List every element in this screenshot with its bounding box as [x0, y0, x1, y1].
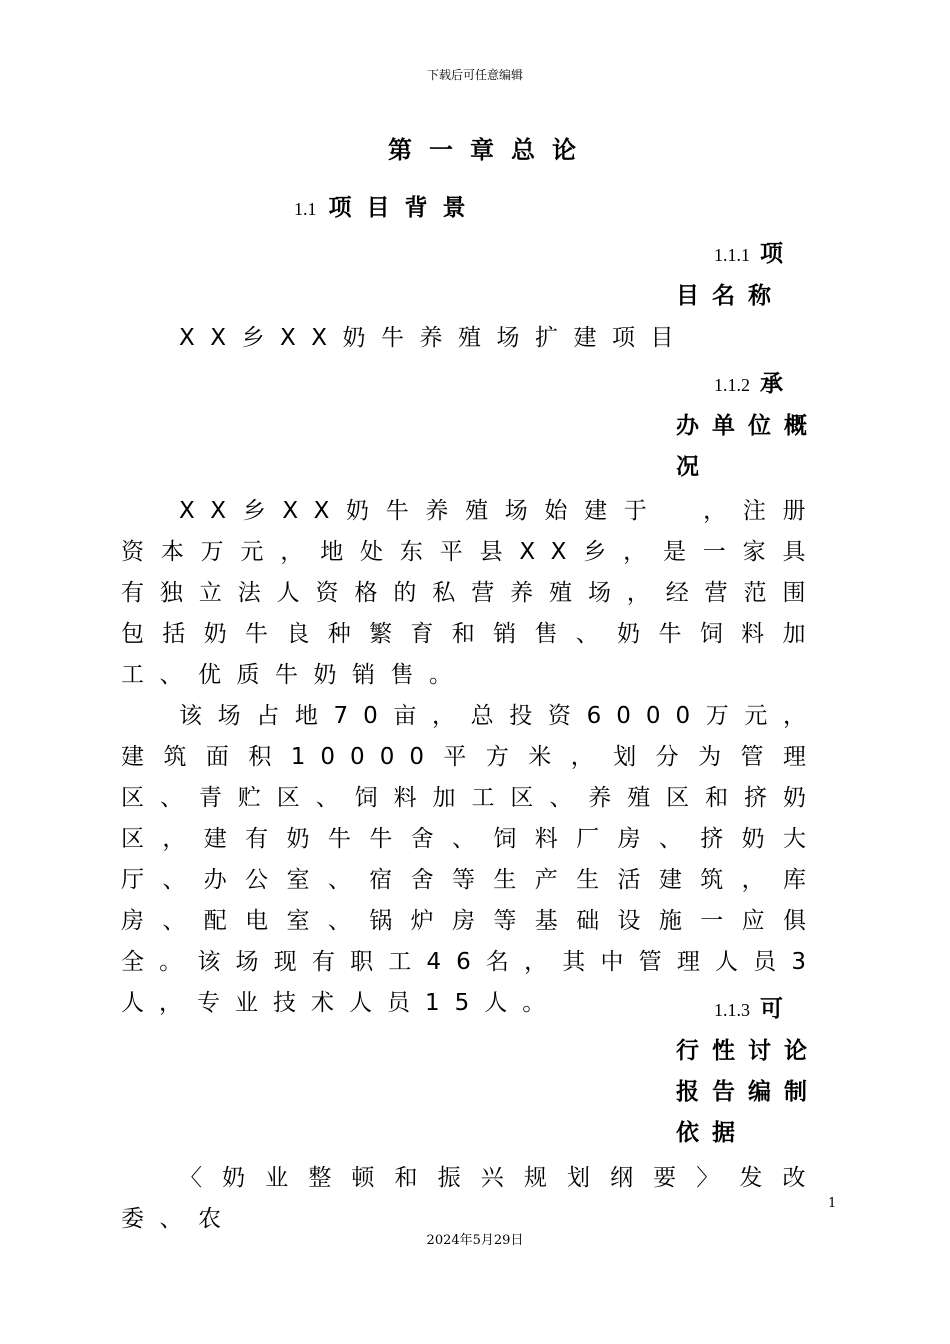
section-heading — [294, 189, 481, 222]
section-title: 项目背景 — [328, 195, 481, 221]
paragraph-project-name: XX乡XX奶牛养殖场扩建项目 — [179, 325, 690, 351]
subsection-heading-basis — [676, 989, 826, 1154]
section-number: 1.1 — [294, 199, 317, 219]
paragraph-basis: 〈奶业整顿和振兴规划纲要〉发改委、农 — [121, 1165, 821, 1232]
page-number: 1 — [828, 1196, 837, 1211]
subsection-title: 可行性讨论报告编制依据 — [676, 996, 820, 1146]
footer-date: 2024年5月29日 — [426, 1233, 524, 1248]
subsection-number: 1.1.1 — [714, 245, 750, 265]
subsection-title: 项目名称 — [676, 241, 796, 309]
paragraph-organizer-details: 该场占地70亩，总投资6000万元，建筑面积10000平方米，划分为管理区、青贮区、饲料加工区、养殖区和挤奶区，建有奶牛牛舍、饲料厂房、挤奶大厅、办公室、宿舍等生产生活建筑，库房、配电室、锅炉房等基础设施一应俱全。该场现有职工46名，其中管理人员3人，专业技术人员15人。 — [121, 703, 821, 1016]
subsection-number: 1.1.3 — [714, 1000, 750, 1020]
subsection-heading-project-name — [676, 234, 826, 317]
subsection-title: 承办单位概况 — [676, 371, 820, 480]
header-note: 下载后可任意编辑 — [426, 68, 523, 82]
subsection-heading-organizer — [676, 364, 826, 488]
paragraph-organizer-intro: XX乡XX奶牛养殖场始建于 ，注册资本万元，地处东平县XX乡，是一家具有独立法人资格的私营养殖场，经营范围包括奶牛良种繁育和销售、奶牛饲料加工、优质牛奶销售。 — [121, 498, 821, 688]
chapter-title: 第一章总论 — [388, 136, 593, 164]
subsection-number: 1.1.2 — [714, 375, 750, 395]
